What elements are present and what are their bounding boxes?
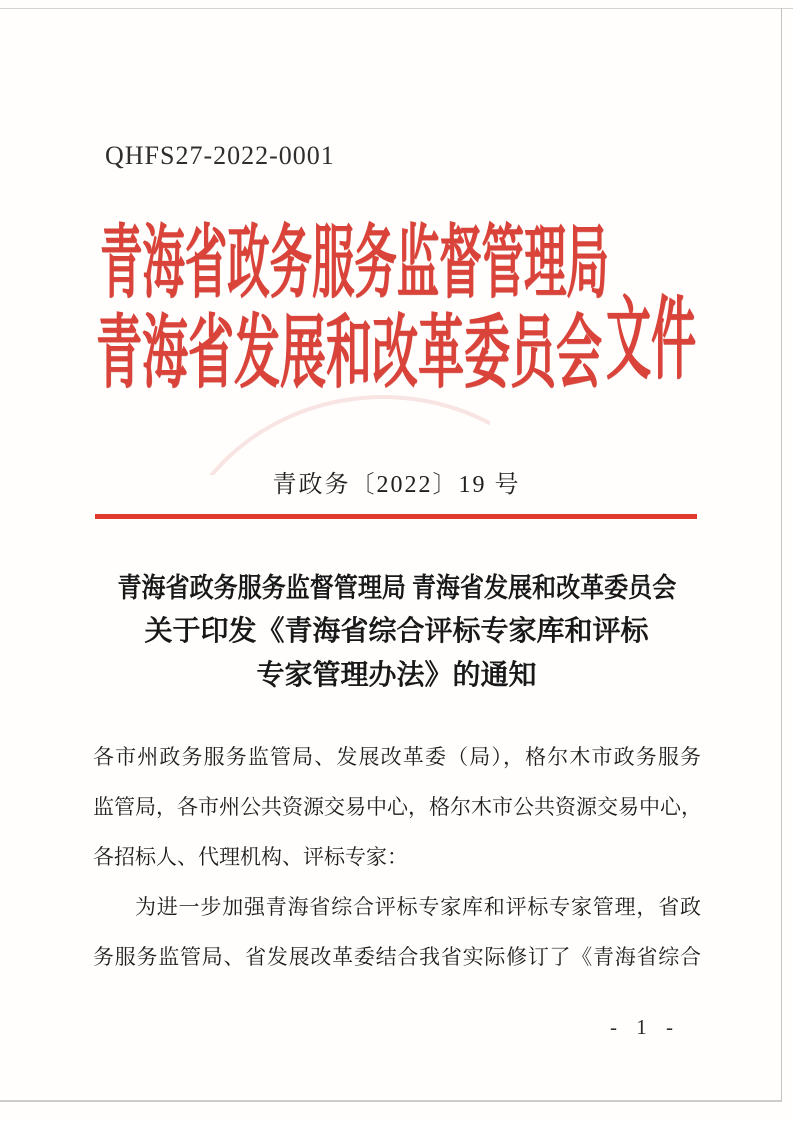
scan-edge-top — [0, 8, 793, 9]
doc-issue-number: 青政务〔2022〕19 号 — [272, 472, 521, 498]
salutation-line: 各招标人、代理机构、评标专家： — [93, 845, 408, 869]
scan-edge-bottom — [0, 1100, 782, 1102]
salutation-line: 各市州政务服务监管局、发展改革委（局），格尔木市政务服务 — [93, 745, 701, 769]
page-number: - 1 - — [610, 1015, 680, 1039]
scan-edge-right — [781, 8, 782, 1101]
paragraph-line: 务服务监管局、省发展改革委结合我省实际修订了《青海省综合 — [93, 945, 701, 969]
doc-reference-code: QHFS27-2022-0001 — [105, 141, 335, 170]
seal-ghost-circle — [164, 395, 490, 475]
letterhead-org-line1: 青海省政务服务监督管理局 — [100, 220, 609, 308]
body-text — [93, 732, 701, 982]
letterhead-document-word: 文件 — [606, 291, 696, 390]
notice-title-line1: 青海省政务服务监督管理局 青海省发展和改革委员会 — [117, 573, 676, 603]
notice-title — [0, 566, 793, 698]
paragraph-line: 为进一步加强青海省综合评标专家库和评标专家管理，省政 — [135, 895, 701, 919]
letterhead-org-line2: 青海省发展和改革委员会 — [96, 310, 602, 398]
red-separator-line — [95, 514, 697, 519]
notice-title-line2: 关于印发《青海省综合评标专家库和评标 — [144, 616, 649, 647]
notice-title-line3: 专家管理办法》的通知 — [256, 660, 537, 691]
salutation-line: 监管局，各市州公共资源交易中心，格尔木市公共资源交易中心， — [93, 795, 702, 819]
